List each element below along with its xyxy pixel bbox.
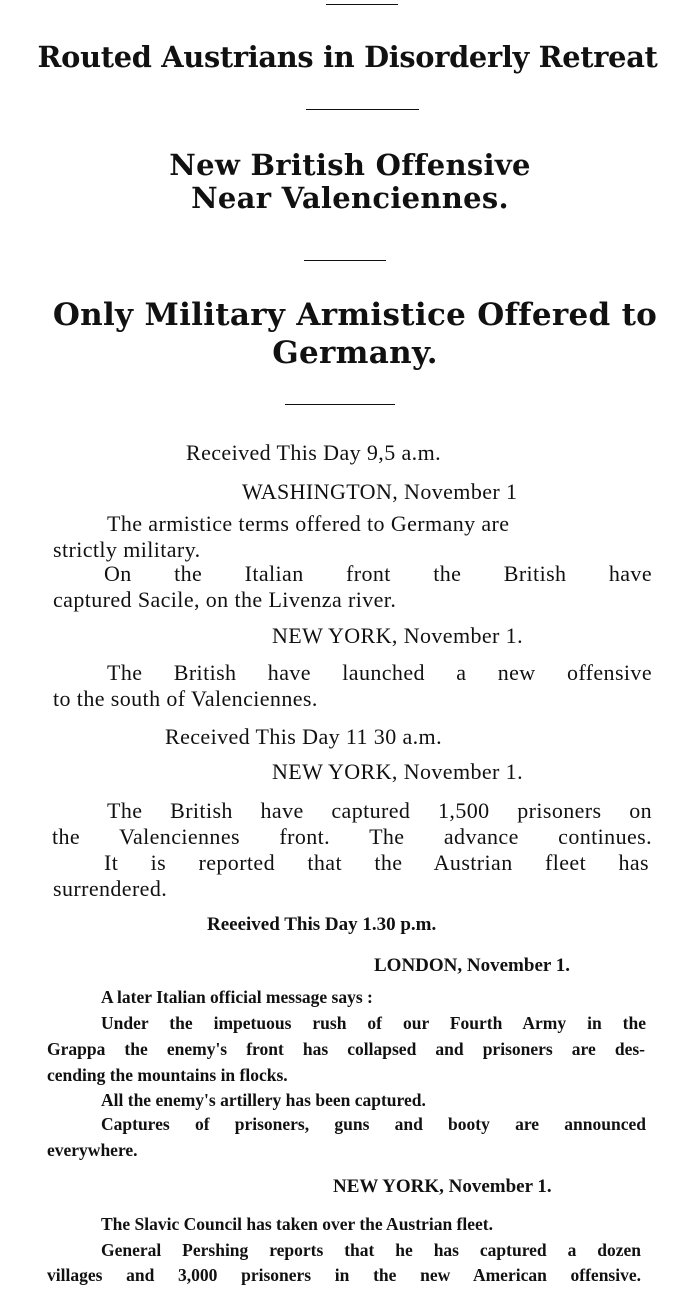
received-time-1: Received This Day 9,5 a.m. — [186, 440, 441, 465]
paragraph-line: strictly military. — [53, 537, 201, 562]
dateline-new-york: NEW YORK, November 1. — [272, 623, 523, 648]
paragraph-line: villages and 3,000 prisoners in the new American offensive. — [47, 1265, 641, 1285]
paragraph-line: The British have captured 1,500 prisoners on — [107, 798, 652, 823]
paragraph-line: the Valenciennes front. The advance continues. — [52, 824, 652, 849]
divider-rule-2 — [304, 260, 386, 261]
paragraph-line: surrendered. — [53, 876, 168, 901]
paragraph-line: All the enemy's artillery has been captured. — [101, 1090, 426, 1110]
headline-3: Only Military Armistice Offered to Germany. — [52, 297, 658, 371]
dateline-washington: WASHINGTON, November 1 — [242, 479, 518, 504]
paragraph-line: It is reported that the Austrian fleet has — [104, 850, 649, 875]
headline-2: New British Offensive Near Valenciennes. — [169, 148, 531, 215]
paragraph-line: Captures of prisoners, guns and booty are announced — [101, 1114, 646, 1134]
paragraph-line: A later Italian official message says : — [101, 987, 373, 1007]
paragraph-line: General Pershing reports that he has captured a dozen — [101, 1240, 641, 1260]
dateline-new-york: NEW YORK, November 1. — [272, 759, 523, 784]
received-time-2: Received This Day 11 30 a.m. — [165, 724, 442, 749]
paragraph-line: to the south of Valenciennes. — [53, 686, 318, 711]
paragraph-line: Under the impetuous rush of our Fourth Army in the — [101, 1013, 646, 1033]
dateline-new-york: NEW YORK, November 1. — [333, 1176, 552, 1197]
paragraph-line: The British have launched a new offensive — [107, 660, 652, 685]
paragraph-line: cending the mountains in flocks. — [47, 1065, 288, 1085]
received-time-3: Reeeived This Day 1.30 p.m. — [207, 914, 437, 935]
paragraph-line: captured Sacile, on the Livenza river. — [53, 587, 397, 612]
paragraph-line: Grappa the enemy's front has collapsed and prisoners are des- — [47, 1039, 645, 1059]
dateline-london: LONDON, November 1. — [374, 955, 570, 976]
divider-rule-3 — [285, 404, 395, 405]
paragraph-line: On the Italian front the British have — [104, 561, 652, 586]
paragraph-line: The Slavic Council has taken over the Austrian fleet. — [101, 1214, 493, 1234]
paragraph-line: everywhere. — [47, 1140, 138, 1160]
paragraph-line: The armistice terms offered to Germany are — [107, 511, 510, 536]
headline-1: Routed Austrians in Disorderly Retreat — [37, 40, 658, 74]
top-rule — [326, 4, 398, 5]
divider-rule-1 — [306, 109, 419, 110]
